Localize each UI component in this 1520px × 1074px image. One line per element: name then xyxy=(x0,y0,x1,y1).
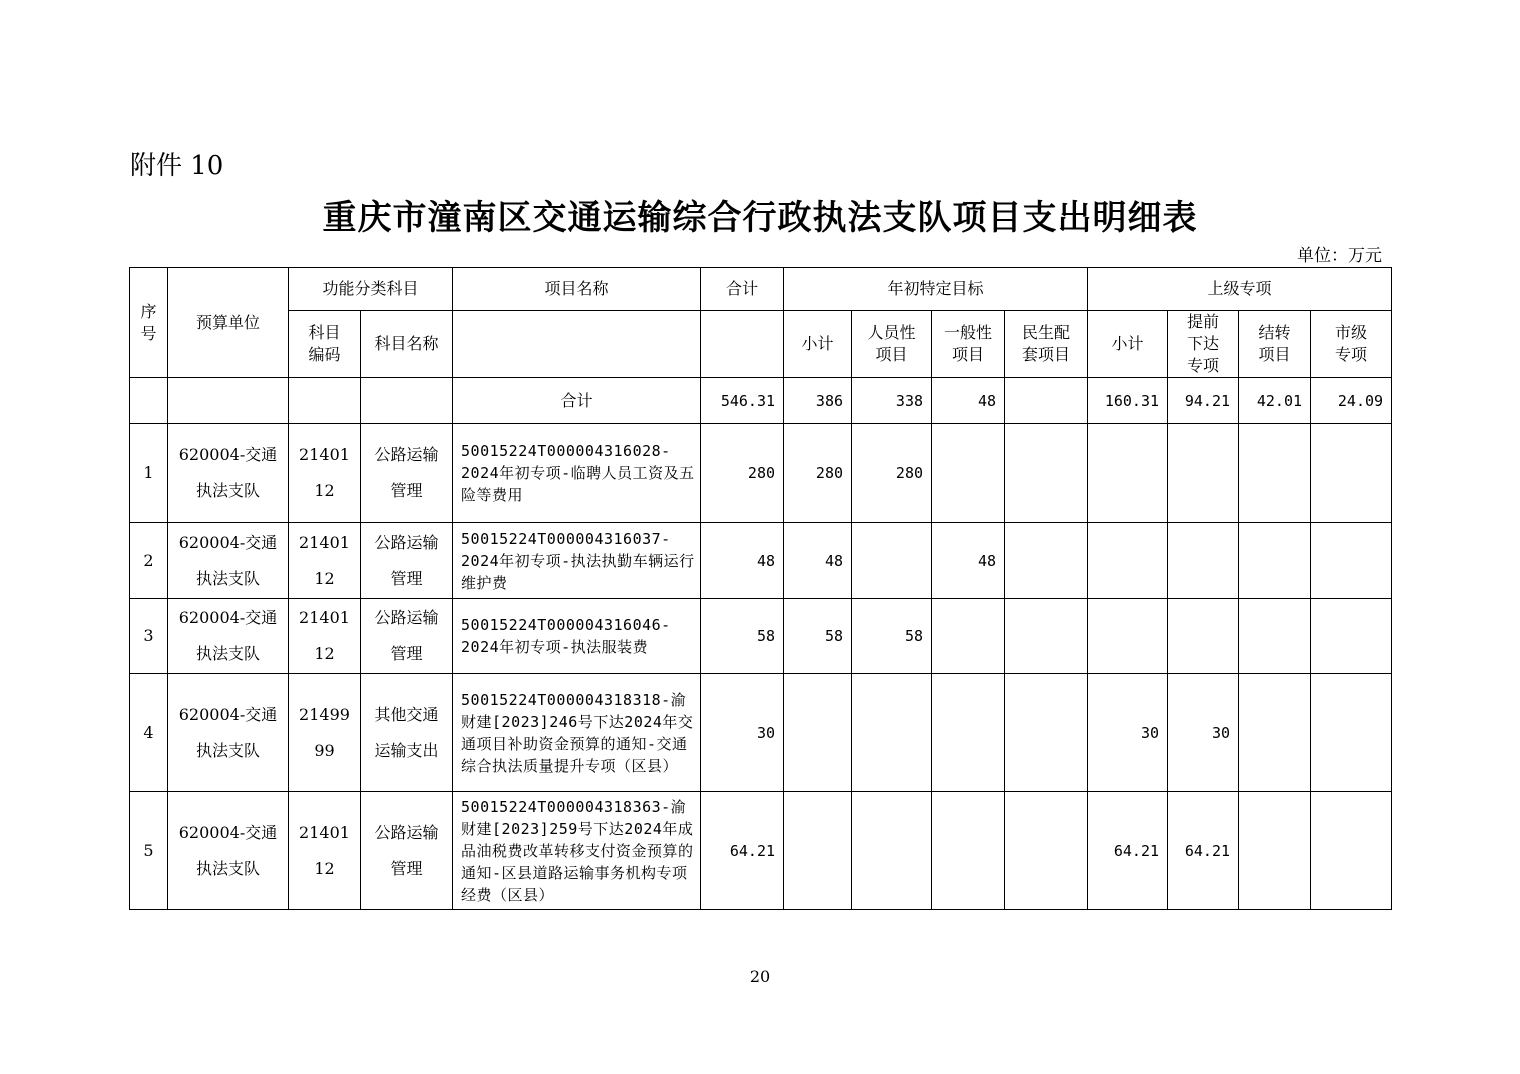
table-row xyxy=(130,424,1392,523)
page-number: 20 xyxy=(749,967,771,986)
row-unit-line2: 执法支队 xyxy=(195,858,260,878)
row-project: 50015224T000004316037-2024年初专项-执法执勤车辆运行维护费 xyxy=(453,523,701,599)
row-personnel: 280 xyxy=(852,424,932,523)
row-livelihood xyxy=(1005,424,1088,523)
row-unit xyxy=(168,599,289,674)
header-project-name: 项目名称 xyxy=(453,268,701,311)
row-carryover xyxy=(1239,674,1311,792)
row-subject-name xyxy=(361,599,453,674)
table-row xyxy=(130,674,1392,792)
row-sname-line2: 管理 xyxy=(390,568,423,588)
row-sname-line2: 管理 xyxy=(390,644,423,663)
row-code xyxy=(289,792,361,910)
row-carryover xyxy=(1239,424,1311,523)
row-general xyxy=(932,792,1005,910)
row-code-line2: 12 xyxy=(314,858,335,878)
row-code-line1: 21499 xyxy=(299,704,350,724)
row-subject-name xyxy=(361,792,453,910)
row-code-line2: 99 xyxy=(314,740,335,760)
row-unit-line1: 620004-交通 xyxy=(178,704,278,724)
row-sname-line2: 运输支出 xyxy=(374,740,439,760)
row-code-line2: 12 xyxy=(314,481,335,500)
row-subject-name xyxy=(361,523,453,599)
row-seq: 5 xyxy=(130,792,168,910)
row-total: 58 xyxy=(701,599,784,674)
row-unit-line1: 620004-交通 xyxy=(178,445,278,464)
row-code xyxy=(289,599,361,674)
row-sname-line2: 管理 xyxy=(390,481,423,500)
row-total: 280 xyxy=(701,424,784,523)
row-sup-subtotal: 64.21 xyxy=(1088,792,1168,910)
total-municipal: 24.09 xyxy=(1311,378,1392,424)
header-func-class: 功能分类科目 xyxy=(289,268,453,311)
attachment-label: 附件 10 xyxy=(130,151,224,181)
row-total: 64.21 xyxy=(701,792,784,910)
row-personnel xyxy=(852,523,932,599)
row-unit xyxy=(168,674,289,792)
row-personnel xyxy=(852,792,932,910)
row-seq: 1 xyxy=(130,424,168,523)
row-code xyxy=(289,424,361,523)
header-project-name-blank xyxy=(453,311,701,378)
row-municipal xyxy=(1311,523,1392,599)
row-code xyxy=(289,674,361,792)
row-general: 48 xyxy=(932,523,1005,599)
header-subtotal: 小计 xyxy=(784,311,852,378)
row-project: 50015224T000004316028-2024年初专项-临聘人员工资及五险等费用 xyxy=(453,424,701,523)
row-unit-line1: 620004-交通 xyxy=(178,608,278,627)
row-code-line1: 21401 xyxy=(299,445,350,464)
row-sup-subtotal xyxy=(1088,599,1168,674)
row-advance: 64.21 xyxy=(1168,792,1239,910)
row-livelihood xyxy=(1005,792,1088,910)
row-livelihood xyxy=(1005,523,1088,599)
row-subject-name xyxy=(361,424,453,523)
row-subtotal: 48 xyxy=(784,523,852,599)
row-advance: 30 xyxy=(1168,674,1239,792)
header-total-blank xyxy=(701,311,784,378)
row-general xyxy=(932,599,1005,674)
row-municipal xyxy=(1311,599,1392,674)
row-general xyxy=(932,424,1005,523)
row-unit xyxy=(168,523,289,599)
row-unit-line2: 执法支队 xyxy=(195,481,260,500)
header-municipal: 市级专项 xyxy=(1311,311,1392,378)
row-seq: 2 xyxy=(130,523,168,599)
row-total: 30 xyxy=(701,674,784,792)
row-code-line2: 12 xyxy=(314,644,335,663)
header-advance: 提前下达专项 xyxy=(1168,311,1239,378)
row-subtotal xyxy=(784,792,852,910)
table-row xyxy=(130,792,1392,910)
total-subtotal: 386 xyxy=(784,378,852,424)
row-carryover xyxy=(1239,792,1311,910)
table-row xyxy=(130,523,1392,599)
row-unit-line2: 执法支队 xyxy=(195,644,260,663)
row-sup-subtotal: 30 xyxy=(1088,674,1168,792)
total-livelihood xyxy=(1005,378,1088,424)
header-sup-subtotal: 小计 xyxy=(1088,311,1168,378)
row-total: 48 xyxy=(701,523,784,599)
unit-label: 单位：万元 xyxy=(1297,246,1382,266)
header-subject-name: 科目名称 xyxy=(361,311,453,378)
row-sname-line2: 管理 xyxy=(390,858,423,878)
row-personnel: 58 xyxy=(852,599,932,674)
row-code xyxy=(289,523,361,599)
document-title: 重庆市潼南区交通运输综合行政执法支队项目支出明细表 xyxy=(322,198,1198,238)
row-unit-line1: 620004-交通 xyxy=(178,822,278,842)
header-general: 一般性项目 xyxy=(932,311,1005,378)
row-seq: 4 xyxy=(130,674,168,792)
total-carryover: 42.01 xyxy=(1239,378,1311,424)
row-livelihood xyxy=(1005,674,1088,792)
row-sname-line1: 公路运输 xyxy=(374,532,439,552)
row-code-line1: 21401 xyxy=(299,822,350,842)
row-subtotal xyxy=(784,674,852,792)
row-code-line2: 12 xyxy=(314,568,335,588)
row-carryover xyxy=(1239,599,1311,674)
table-row xyxy=(130,599,1392,674)
row-advance xyxy=(1168,424,1239,523)
total-label: 合计 xyxy=(453,378,701,424)
row-carryover xyxy=(1239,523,1311,599)
total-total: 546.31 xyxy=(701,378,784,424)
row-municipal xyxy=(1311,424,1392,523)
header-superior-special: 上级专项 xyxy=(1088,268,1392,311)
row-project: 50015224T000004316046-2024年初专项-执法服装费 xyxy=(453,599,701,674)
row-code-line1: 21401 xyxy=(299,532,350,552)
row-unit-line1: 620004-交通 xyxy=(178,532,278,552)
row-subtotal: 280 xyxy=(784,424,852,523)
row-code-line1: 21401 xyxy=(299,608,350,627)
row-advance xyxy=(1168,599,1239,674)
row-livelihood xyxy=(1005,599,1088,674)
row-unit xyxy=(168,792,289,910)
row-unit-line2: 执法支队 xyxy=(195,568,260,588)
row-sname-line1: 公路运输 xyxy=(374,822,439,842)
header-personnel: 人员性项目 xyxy=(852,311,932,378)
row-unit-line2: 执法支队 xyxy=(195,740,260,760)
total-general: 48 xyxy=(932,378,1005,424)
row-project: 50015224T000004318363-渝财建[2023]259号下达2024年成品油税费改革转移支付资金预算的通知-区县道路运输事务机构专项经费（区县） xyxy=(453,792,701,910)
expenditure-table xyxy=(129,267,1392,910)
total-row xyxy=(130,378,1392,424)
row-general xyxy=(932,674,1005,792)
header-livelihood: 民生配套项目 xyxy=(1005,311,1088,378)
row-municipal xyxy=(1311,674,1392,792)
total-advance: 94.21 xyxy=(1168,378,1239,424)
row-project: 50015224T000004318318-渝财建[2023]246号下达2024年交通项目补助资金预算的通知-交通综合执法质量提升专项（区县） xyxy=(453,674,701,792)
row-sname-line1: 公路运输 xyxy=(374,608,439,627)
header-initial-target: 年初特定目标 xyxy=(784,268,1088,311)
row-personnel xyxy=(852,674,932,792)
row-municipal xyxy=(1311,792,1392,910)
total-sup-subtotal: 160.31 xyxy=(1088,378,1168,424)
header-subject-code: 科目编码 xyxy=(289,311,361,378)
row-unit xyxy=(168,424,289,523)
row-advance xyxy=(1168,523,1239,599)
row-sup-subtotal xyxy=(1088,424,1168,523)
header-unit: 预算单位 xyxy=(168,268,289,378)
header-seq: 序号 xyxy=(130,268,168,378)
row-seq: 3 xyxy=(130,599,168,674)
row-sup-subtotal xyxy=(1088,523,1168,599)
row-sname-line1: 其他交通 xyxy=(374,704,439,724)
header-total: 合计 xyxy=(701,268,784,311)
row-sname-line1: 公路运输 xyxy=(374,445,439,464)
row-subtotal: 58 xyxy=(784,599,852,674)
total-personnel: 338 xyxy=(852,378,932,424)
header-carryover: 结转项目 xyxy=(1239,311,1311,378)
row-subject-name xyxy=(361,674,453,792)
